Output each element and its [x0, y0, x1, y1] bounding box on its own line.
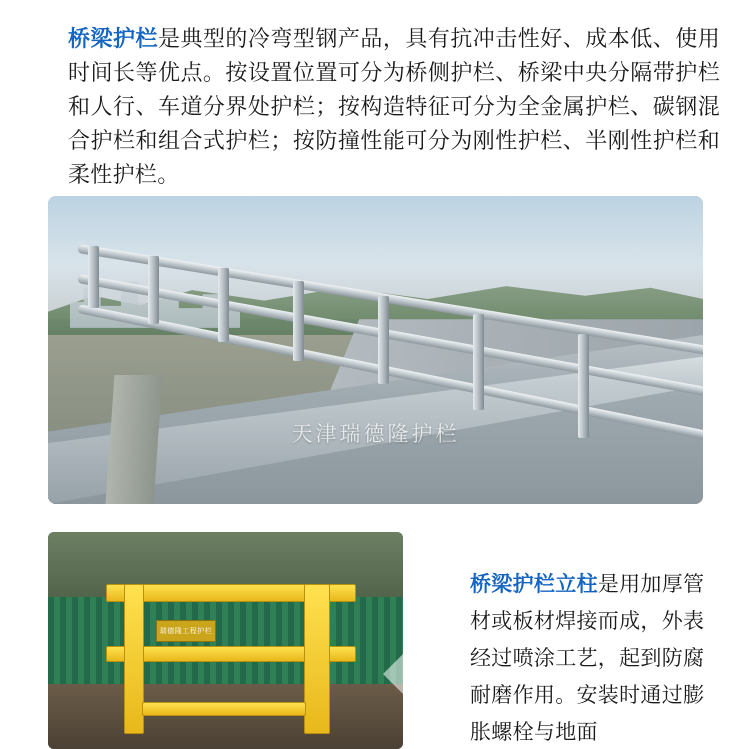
bridge-railing-photo [48, 196, 703, 504]
rail-post [293, 281, 304, 361]
photo-watermark: 天津瑞德隆护栏 [291, 422, 460, 446]
rail-post [88, 246, 99, 308]
rail-post [218, 268, 229, 342]
rail-post [148, 256, 159, 324]
guardrail-label-plate: 瑞德隆工程护栏 [156, 620, 216, 642]
bottom-paragraph [470, 566, 725, 749]
guardrail-post-right [304, 584, 330, 734]
rail-post [473, 314, 484, 410]
rail-post [578, 334, 589, 438]
bottom-paragraph-body: 是用加厚管材或板材焊接而成，外表经过喷涂工艺，起到防腐耐磨作用。安装时通过膨胀螺栓与地面 [470, 573, 705, 744]
bottom-paragraph-keyword: 桥梁护栏立柱 [470, 573, 598, 596]
top-paragraph-keyword: 桥梁护栏 [68, 26, 158, 51]
top-paragraph [68, 22, 720, 192]
top-paragraph-body: 是典型的冷弯型钢产品，具有抗冲击性好、成本低、使用时间长等优点。按设置位置可分为桥侧护栏、桥梁中央分隔带护栏和人行、车道分界处护栏；按构造特征可分为全金属护栏、碳钢混合护栏和组合式护栏；按防撞性能可分为刚性护栏、半刚性护栏和柔性护栏。 [68, 26, 720, 187]
pointer-arrow-icon [383, 640, 403, 708]
yellow-guardrail-frame [106, 584, 356, 734]
rail-post [378, 296, 389, 384]
guardrail-post-left [124, 584, 144, 734]
guardrail-post-photo [48, 532, 403, 749]
guardrail-brace [142, 702, 306, 716]
